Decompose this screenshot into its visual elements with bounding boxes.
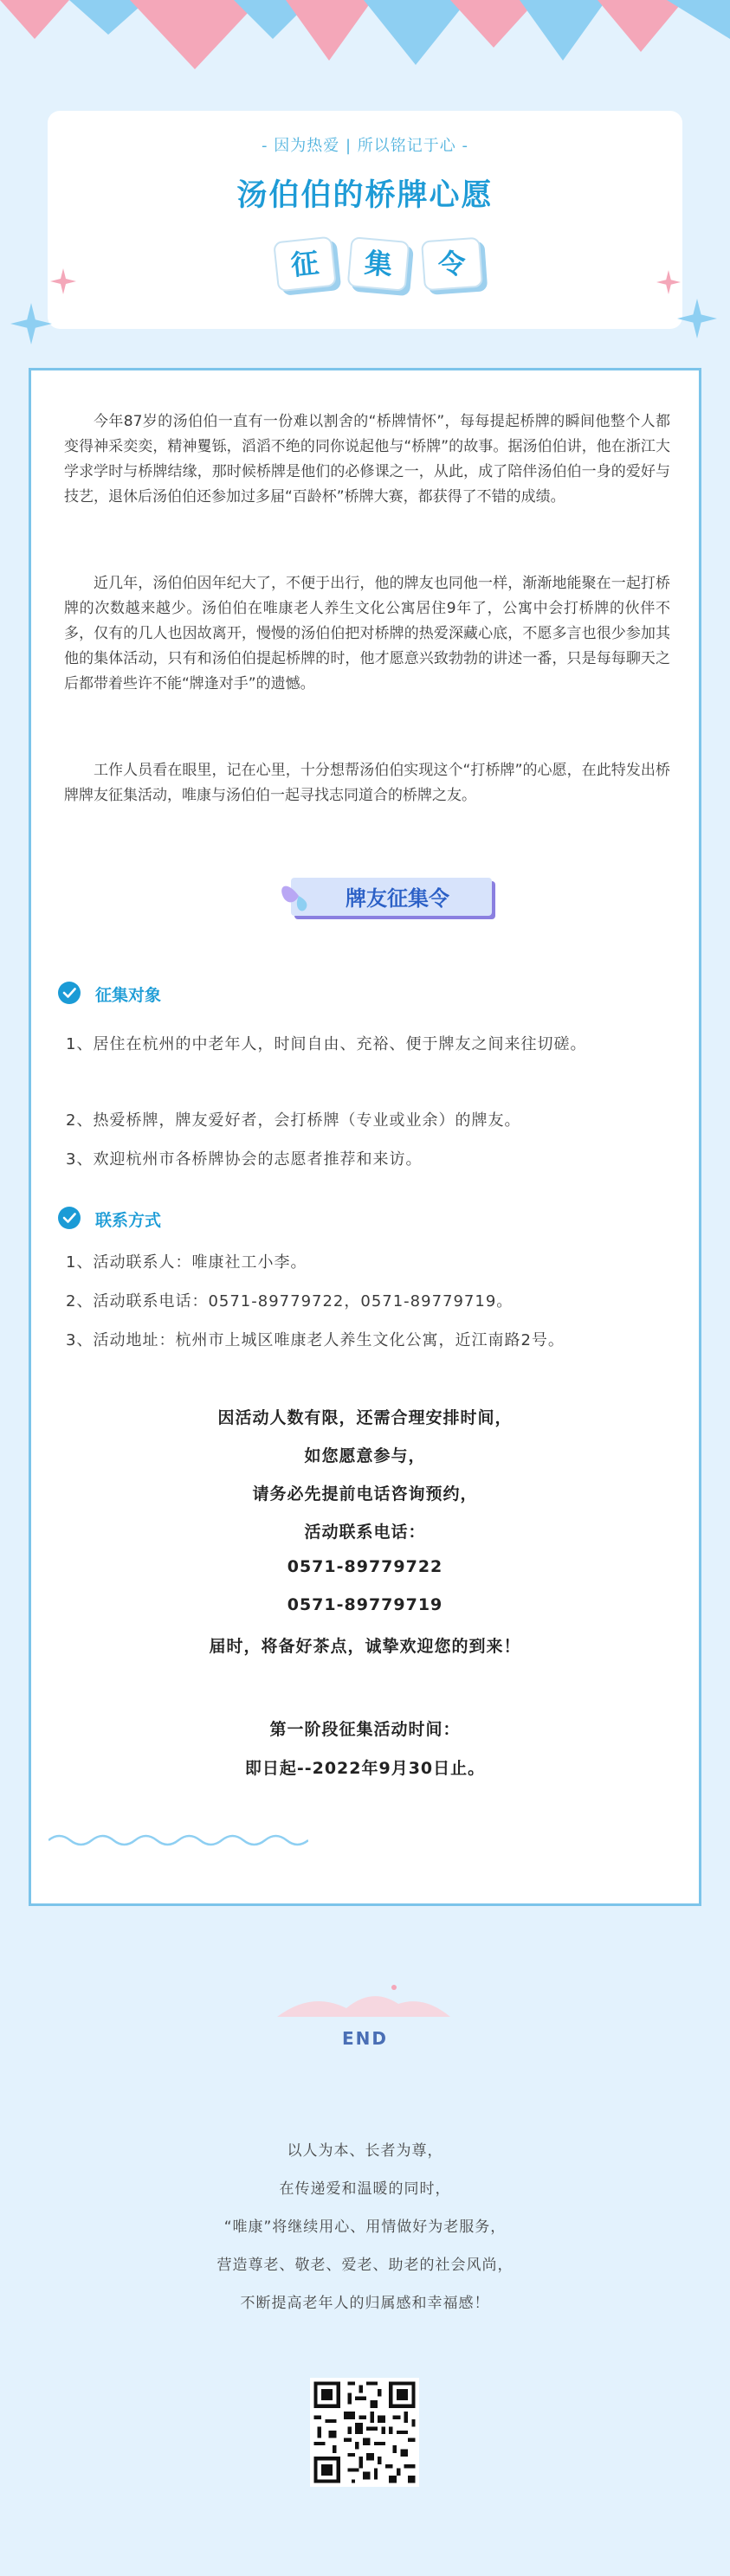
list-item: 1、居住在杭州的中老年人，时间自由、充裕、便于牌友之间来往切磋。 [66,1035,587,1053]
sparkle-icon [50,268,76,294]
banner-label: 牌友征集令 [346,886,449,911]
char-card-ling: 令 [421,237,483,292]
section-title: 征集对象 [95,986,162,1005]
end-decoration [277,1982,450,2034]
page-title: 汤伯伯的桥牌心愿 [236,178,494,213]
header-slogan: - 因为热爱 | 所以铭记于心 - [262,137,468,155]
notice-line: 请务必先提前电话咨询预约， [252,1484,478,1504]
list-item: 2、热爱桥牌，牌友爱好者，会打桥牌（专业或业余）的牌友。 [66,1111,521,1130]
list-item: 2、活动联系电话：0571-89779722，0571-89779719。 [66,1292,514,1311]
notice-phone: 0571-89779722 [287,1557,443,1576]
section-title: 联系方式 [95,1211,162,1230]
intro-paragraph: 近几年，汤伯伯因年纪大了，不便于出行，他的牌友也同他一样，渐渐地能聚在一起打桥牌的次数越来越少。汤伯伯在唯康老人养生文化公寓居住9年了，公寓中会打桥牌的伙伴不多，仅有的几人也因故离开，慢慢的汤伯伯把对桥牌的热爱深藏心底，不愿多言也很少参加其他的集体活动，只有和汤伯伯提起桥牌的时，他才愿意兴致勃勃的讲述一番，只是每每聊天之后都带着些许不能“牌逢对手”的遗憾。 [64,575,670,692]
notice-line: 因活动人数有限，还需合理安排时间， [217,1408,513,1427]
qr-code-icon [310,2378,419,2487]
activity-period-value: 即日起--2022年9月30日止。 [244,1759,486,1778]
list-item: 3、欢迎杭州市各桥牌协会的志愿者推荐和来访。 [66,1150,423,1169]
list-item: 1、活动联系人：唯康社工小李。 [66,1253,307,1272]
intro-paragraph: 工作人员看在眼里，记在心里，十分想帮汤伯伯实现这个“打桥牌”的心愿，在此特发出桥牌牌友征集活动，唯康与汤伯伯一起寻找志同道合的桥牌之友。 [64,762,670,804]
sparkle-icon [656,270,681,294]
footer-line: “唯康”将继续用心、用情做好为老服务， [223,2219,507,2236]
end-label: END [341,2028,388,2049]
footer-line: 营造尊老、敬老、爱老、助老的社会风尚， [216,2257,514,2274]
check-circle-icon [57,1206,81,1230]
butterfly-icon [277,874,320,918]
top-bunting-decoration [0,0,730,78]
activity-period-label: 第一阶段征集活动时间： [269,1720,461,1739]
list-item: 3、活动地址：杭州市上城区唯康老人养生文化公寓，近江南路2号。 [66,1331,565,1349]
char-card-ji: 集 [347,236,410,292]
sparkle-icon [677,299,717,338]
char-card-zheng: 征 [273,236,337,293]
collection-order-chars [48,239,682,299]
notice-line: 届时，将备好茶点，诚挚欢迎您的到来！ [209,1637,521,1656]
header-card [48,111,682,329]
sparkle-icon [10,303,52,345]
wave-decoration [48,1832,308,1849]
notice-phone: 0571-89779719 [287,1595,443,1614]
intro-paragraph: 今年87岁的汤伯伯一直有一份难以割舍的“桥牌情怀”，每每提起桥牌的瞬间他整个人都变得神采奕奕，精神矍铄，滔滔不绝的同你说起他与“桥牌”的故事。据汤伯伯讲，他在浙江大学求学时与桥牌结缘，那时候桥牌是他们的必修课之一，从此，成了陪伴汤伯伯一身的爱好与技艺，退休后汤伯伯还参加过多届“百龄杯”桥牌大赛，都获得了不错的成绩。 [64,413,670,506]
footer-line: 在传递爱和温暖的同时， [279,2180,451,2198]
main-content-box [29,368,701,1906]
check-circle-icon [57,981,81,1005]
notice-line: 活动联系电话： [304,1523,426,1542]
notice-line: 如您愿意参与， [304,1446,426,1465]
partner-recruit-banner [265,873,503,924]
footer-line: 以人为本、长者为尊， [287,2142,443,2160]
footer-line: 不断提高老年人的归属感和幸福感！ [240,2295,490,2312]
